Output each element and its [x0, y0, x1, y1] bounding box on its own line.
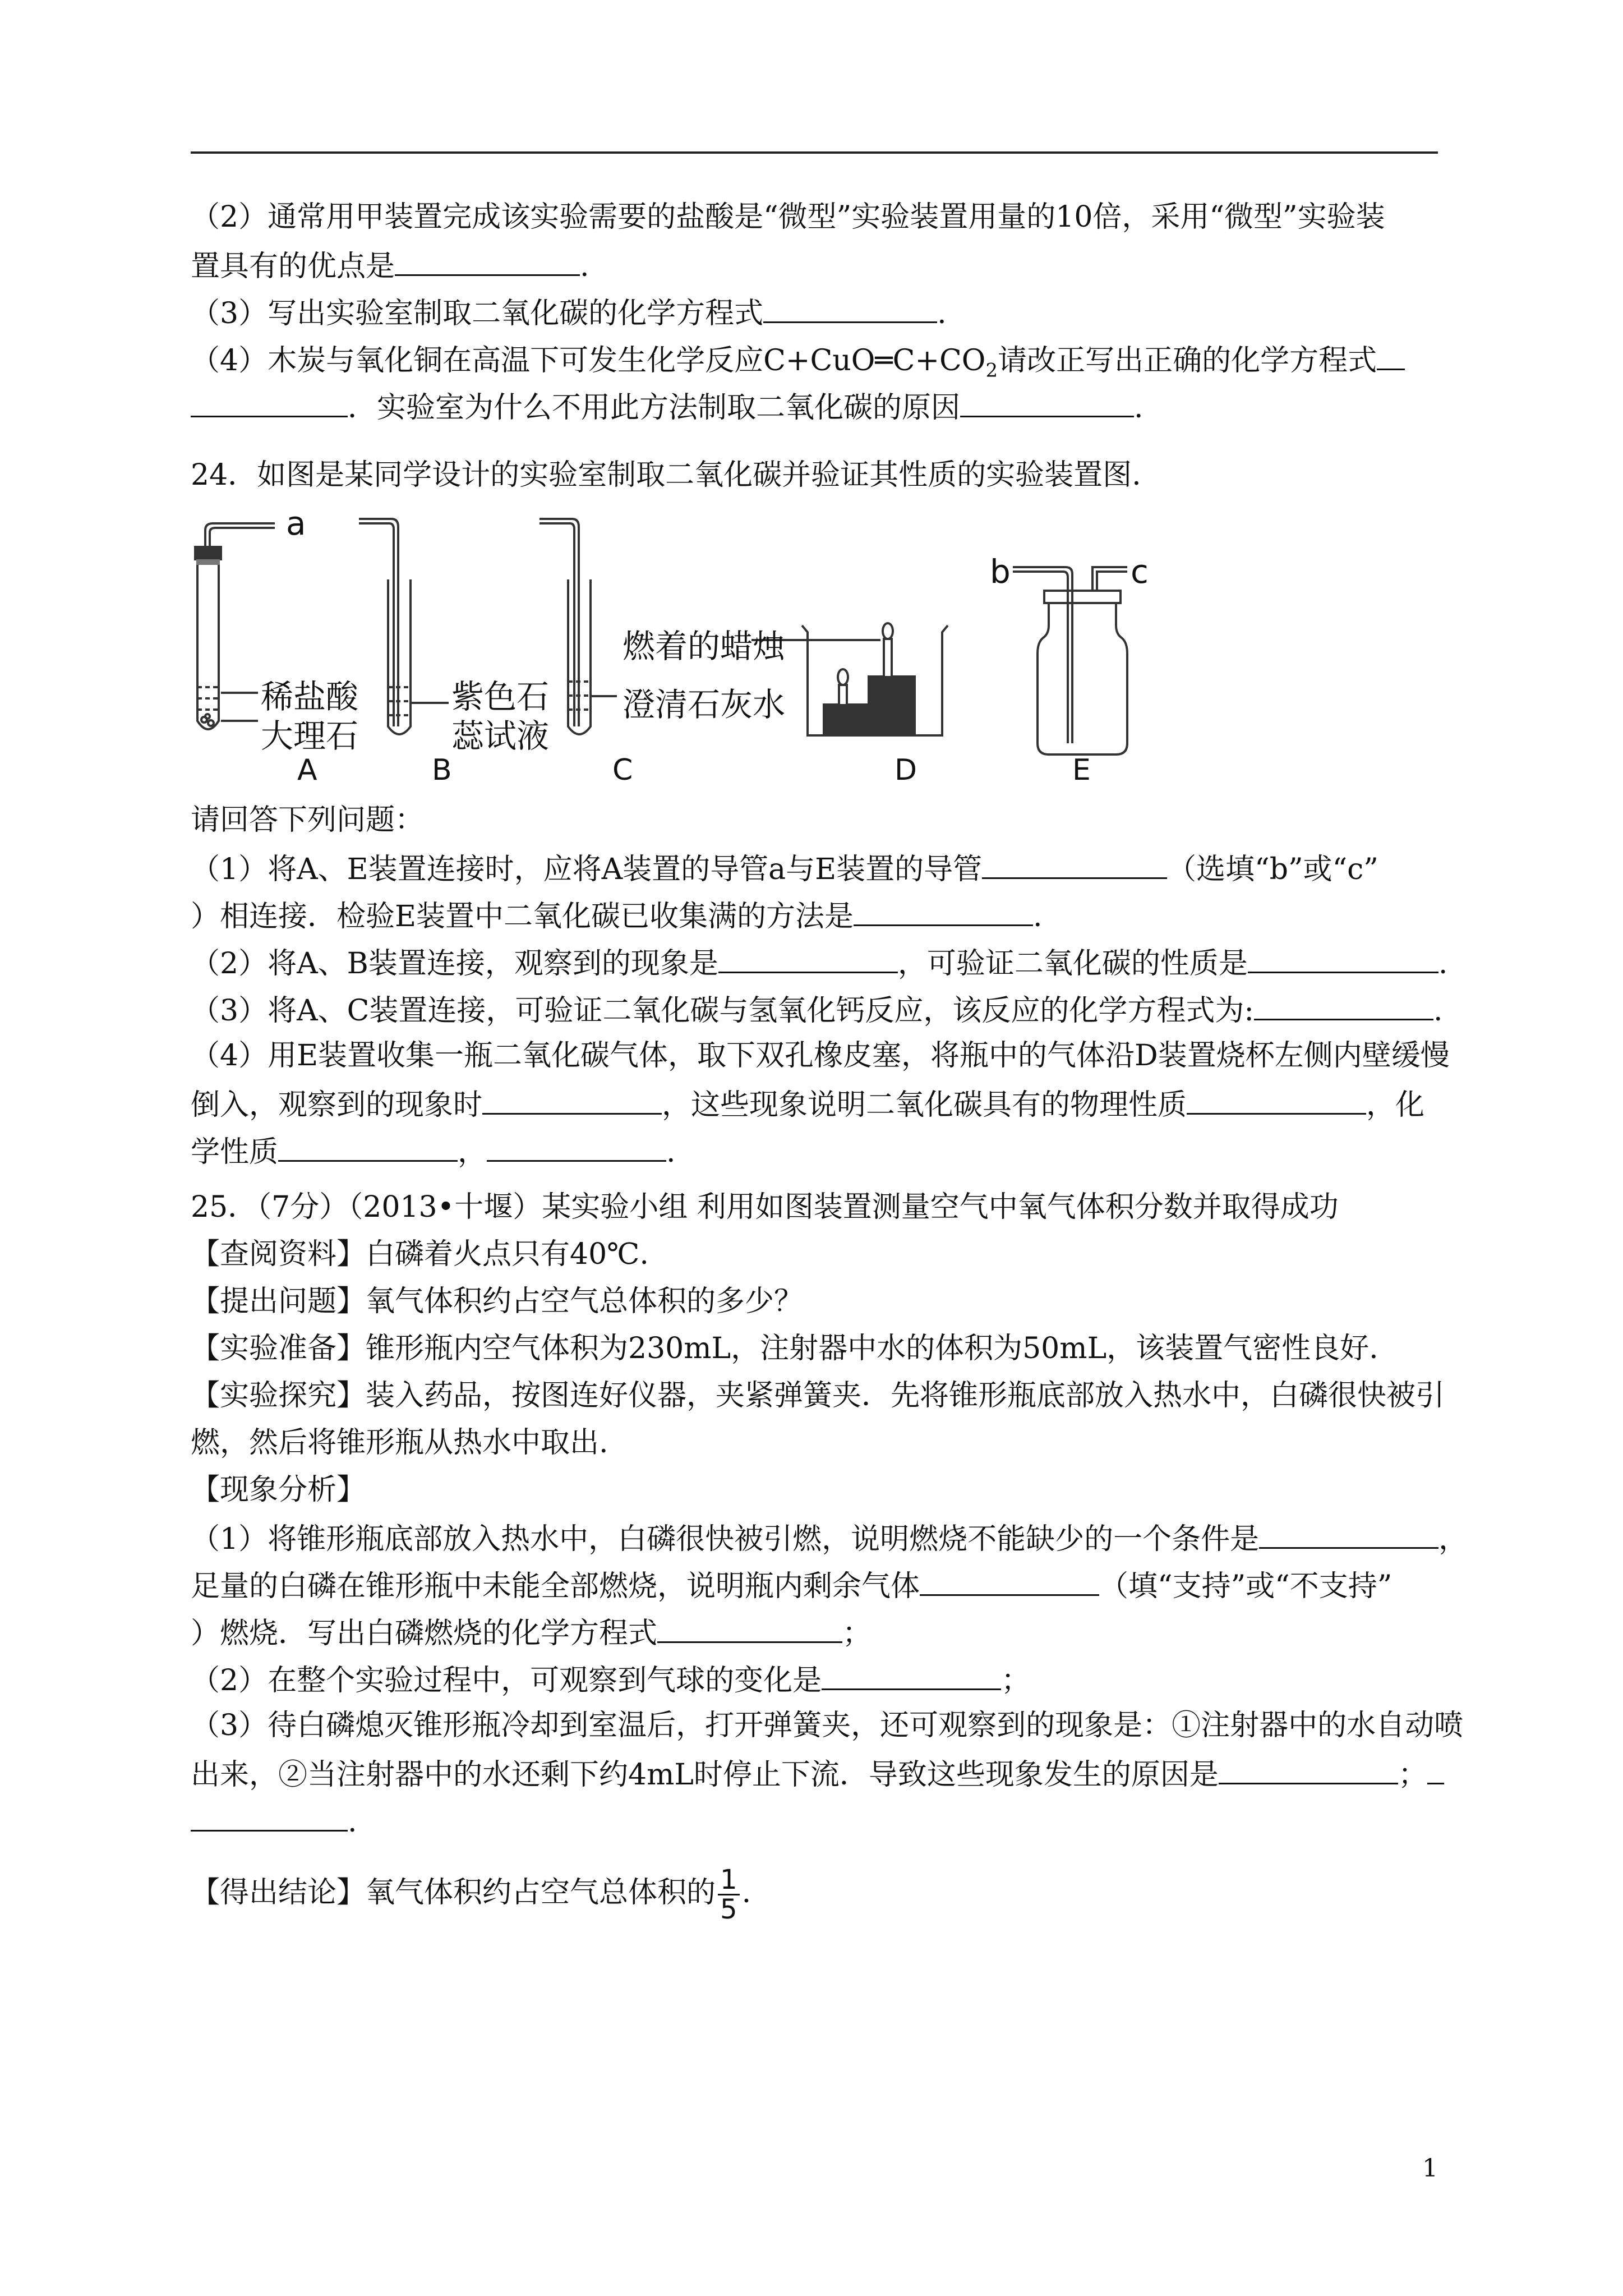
q25-a1-line2: 足量的白磷在锥形瓶中未能全部燃烧，说明瓶内剩余气体 （填“支持”或“不支持”	[191, 1561, 1438, 1608]
answer-blank[interactable]	[657, 1608, 842, 1643]
q25-title: 25．（7分）（2013•十堰）某实验小组 利用如图装置测量空气中氧气体积分数并取得成功	[191, 1190, 1339, 1224]
answer-blank[interactable]	[763, 288, 937, 323]
answer-blank[interactable]	[1248, 938, 1438, 973]
apparatus-e	[1013, 567, 1127, 754]
label-limewater: 澄清石灰水	[623, 685, 786, 724]
q23-p2-line1: （2）通常用甲装置完成该实验需要的盐酸是“微型”实验装置用量的10倍，采用“微型”实验装	[191, 200, 1385, 234]
answer-blank[interactable]	[718, 938, 898, 973]
page-number: 1	[1422, 2154, 1438, 2183]
q25-prep: 【实验准备】锥形瓶内空气体积为230mL，注射器中水的体积为50mL，该装置气密性良好.	[191, 1332, 1378, 1365]
apparatus-c	[540, 519, 617, 734]
q24-p1-line2: ）相连接．检验E装置中二氧化碳已收集满的方法是 .	[191, 891, 1438, 938]
q24-title: 24．如图是某同学设计的实验室制取二氧化碳并验证其性质的实验装置图.	[191, 458, 1141, 492]
apparatus-figure	[191, 504, 1178, 799]
q25-question: 【提出问题】氧气体积约占空气总体积的多少？	[191, 1285, 804, 1318]
q25-a3-line2: 出来，②当注射器中的水还剩下约4mL时停止下流．导致这些现象发生的原因是 ；	[191, 1749, 1438, 1796]
q23-continued	[191, 194, 1438, 429]
answer-blank[interactable]	[482, 1079, 662, 1115]
answer-blank[interactable]	[960, 382, 1134, 417]
q24-questions	[191, 797, 1450, 1174]
label-litmus-2: 蕊试液	[451, 717, 550, 755]
answer-blank[interactable]	[278, 1126, 458, 1162]
apparatus-b	[359, 519, 449, 734]
q24-p1-line1: （1）将A、E装置连接时，应将A装置的导管a与E装置的导管 （选填“b”或“c”	[191, 844, 1438, 891]
label-a: a	[286, 504, 306, 542]
q25-a1-line1: （1）将锥形瓶底部放入热水中，白磷很快被引燃，说明燃烧不能缺少的一个条件是 ，	[191, 1513, 1438, 1561]
q23-p3: （3）写出实验室制取二氧化碳的化学方程式 .	[191, 288, 1438, 335]
q24-intro: 请回答下列问题：	[191, 803, 425, 837]
q25-analysis-heading: 【现象分析】	[191, 1473, 366, 1507]
answer-blank[interactable]	[191, 1796, 348, 1832]
answer-blank[interactable]	[982, 844, 1167, 879]
q23-p2-line2: 置具有的优点是 .	[191, 241, 1438, 288]
letter-a: A	[297, 753, 317, 787]
label-b: b	[990, 553, 1011, 591]
label-burning-candle: 燃着的蜡烛	[623, 627, 786, 665]
answer-blank[interactable]	[1187, 1079, 1366, 1115]
answer-blank[interactable]	[395, 241, 580, 276]
q24-p4-line3: 学性质 ， .	[191, 1126, 1438, 1174]
q25-lookup: 【查阅资料】白磷着火点只有40℃.	[191, 1237, 649, 1271]
q25-conclusion: 【得出结论】氧气体积约占空气总体积的 $\frac{1}{5}$ .	[191, 1864, 751, 1925]
label-dilute-hcl: 稀盐酸	[261, 678, 359, 716]
answer-blank[interactable]	[1259, 1513, 1438, 1549]
q23-p4-line2: ．实验室为什么不用此方法制取二氧化碳的原因 .	[191, 382, 1438, 429]
letter-b: B	[432, 753, 452, 787]
q25-a2: （2）在整个实验过程中，可观察到气球的变化是 ；	[191, 1655, 1438, 1702]
answer-blank[interactable]	[1427, 1749, 1444, 1784]
q24-p3: （3）将A、C装置连接，可验证二氧化碳与氢氧化钙反应，该反应的化学方程式为: .	[191, 985, 1438, 1032]
answer-blank[interactable]	[487, 1126, 666, 1162]
letter-e: E	[1072, 753, 1091, 787]
answer-blank[interactable]	[854, 891, 1033, 926]
q24-p2: （2）将A、B装置连接，观察到的现象是 ，可验证二氧化碳的性质是 .	[191, 938, 1438, 985]
q25	[191, 1184, 1468, 1933]
q25-a3-line3: .	[191, 1796, 1438, 1843]
q25-explore-2: 燃，然后将锥形瓶从热水中取出.	[191, 1426, 608, 1460]
letter-c: C	[612, 753, 633, 787]
answer-blank[interactable]	[1219, 1749, 1398, 1784]
label-c: c	[1131, 553, 1149, 591]
q23-p4-line1: （4）木炭与氧化铜在高温下可发生化学反应$C+CuO═C+CO_2$请改正写出正确的化学方程式	[191, 335, 1438, 382]
answer-blank[interactable]	[191, 382, 348, 417]
fraction-one-fifth: $\frac{1}{5}$	[718, 1866, 740, 1924]
q24-p4-line1: （4）用E装置收集一瓶二氧化碳气体，取下双孔橡皮塞，将瓶中的气体沿D装置烧杯左侧内壁缓慢	[191, 1039, 1450, 1073]
q25-a3-line1: （3）待白磷熄灭锥形瓶冷却到室温后，打开弹簧夹，还可观察到的现象是：①注射器中的水自动喷	[191, 1709, 1464, 1742]
letter-d: D	[895, 753, 917, 787]
label-marble: 大理石	[261, 717, 359, 755]
q24-p4-line2: 倒入，观察到的现象时 ，这些现象说明二氧化碳具有的物理性质 ，化	[191, 1079, 1438, 1126]
answer-blank[interactable]	[1377, 335, 1405, 370]
answer-blank[interactable]	[822, 1655, 1001, 1690]
label-litmus-1: 紫色石	[451, 678, 550, 716]
q25-explore-1: 【实验探究】装入药品，按图连好仪器，夹紧弹簧夹．先将锥形瓶底部放入热水中，白磷很快被引	[191, 1379, 1445, 1412]
answer-blank[interactable]	[920, 1561, 1099, 1596]
answer-blank[interactable]	[1254, 985, 1433, 1020]
q25-a1-line3: ）燃烧．写出白磷燃烧的化学方程式 ；	[191, 1608, 1438, 1655]
header-rule	[191, 151, 1438, 154]
